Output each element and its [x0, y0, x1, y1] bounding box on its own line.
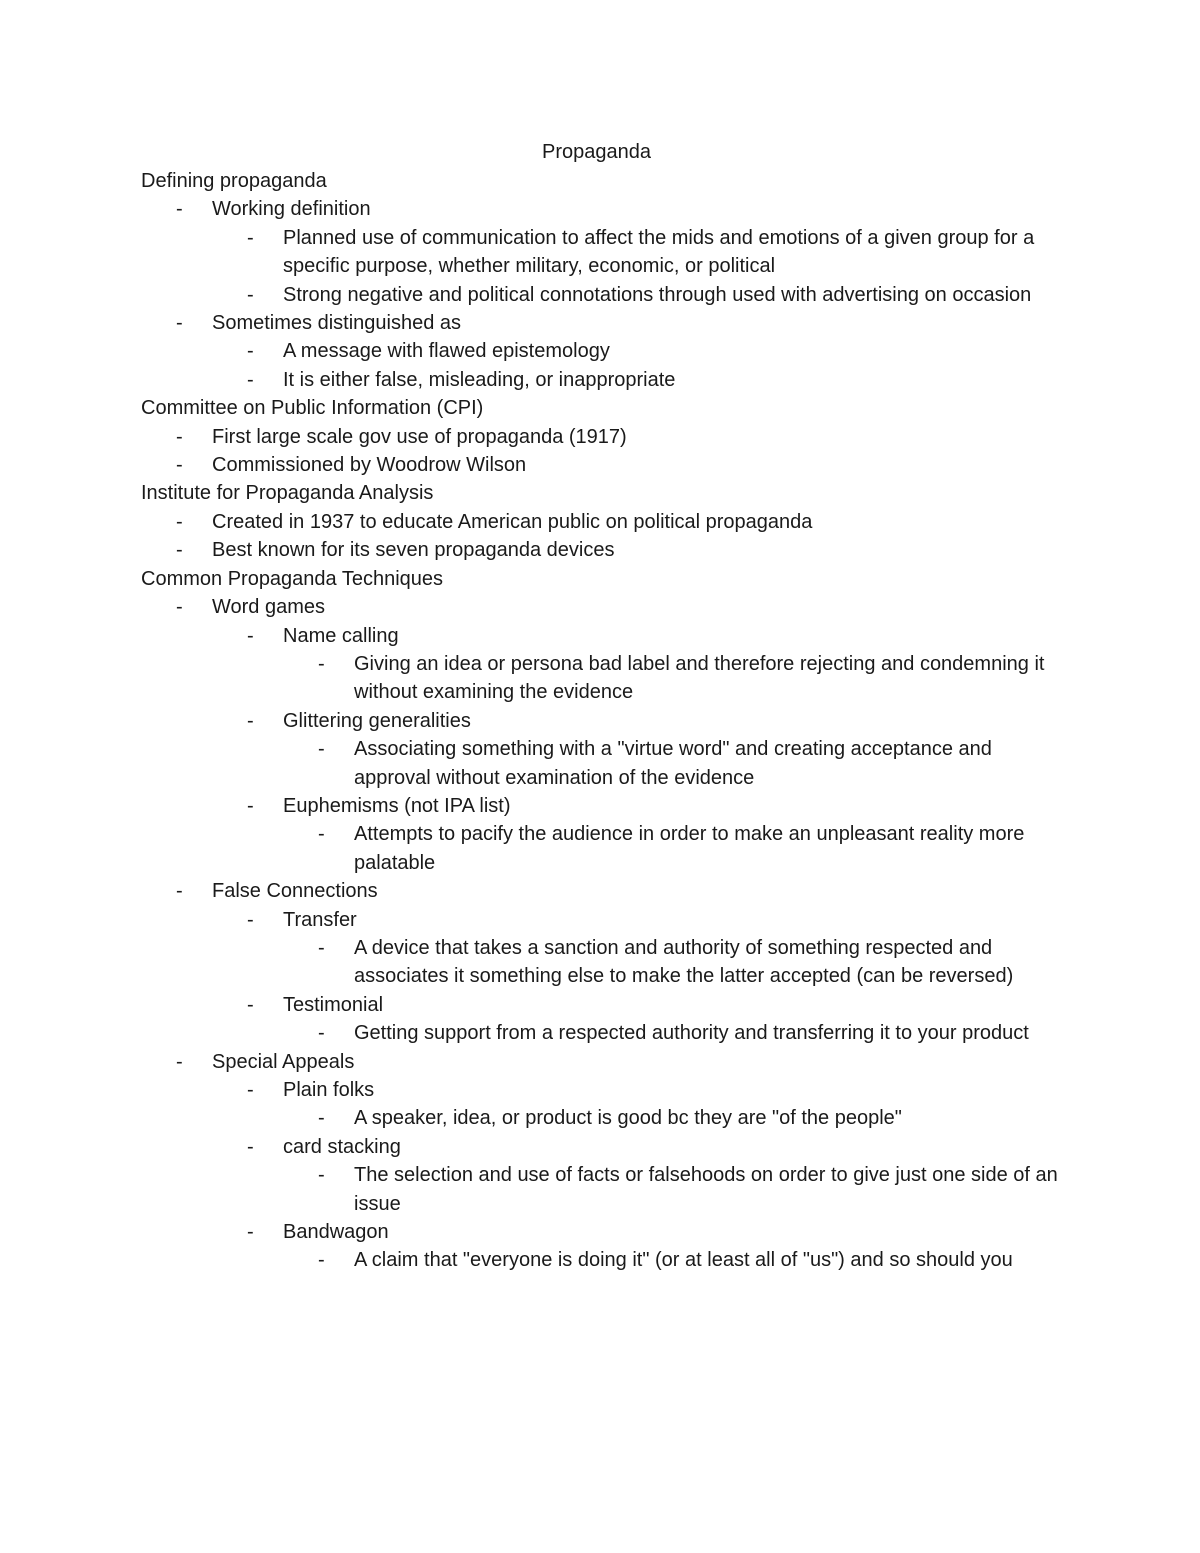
bullet-dash: -	[176, 596, 183, 619]
bullet-dash: -	[318, 1164, 325, 1187]
bullet-dash: -	[247, 794, 254, 817]
list-item: - Glittering generalities	[141, 707, 1071, 735]
list-item: - Created in 1937 to educate American public on political propaganda	[141, 508, 1071, 536]
list-item: - A device that takes a sanction and authority of something respected and associates it something else to make the latter accepted (can be reversed)	[141, 934, 1071, 991]
bullet-dash: -	[247, 908, 254, 931]
list-item: - Euphemisms (not IPA list)	[141, 792, 1071, 820]
page-title: Propaganda	[542, 141, 651, 163]
list-item: - A claim that "everyone is doing it" (or at least all of "us") and so should you	[141, 1246, 1071, 1274]
bullet-dash: -	[176, 880, 183, 903]
list-item: - Planned use of communication to affect the mids and emotions of a given group for a specific purpose, whether military, economic, or political	[141, 224, 1071, 281]
section-heading: Institute for Propaganda Analysis	[141, 482, 434, 505]
section-heading: Defining propaganda	[141, 170, 327, 192]
bullet-dash: -	[318, 1249, 325, 1272]
bullet-dash: -	[176, 425, 183, 448]
list-item: - Sometimes distinguished as	[141, 309, 1071, 337]
bullet-dash: -	[318, 936, 325, 959]
bullet-dash: -	[176, 198, 183, 221]
list-item: - Giving an idea or persona bad label and therefore rejecting and condemning it without examining the evidence	[141, 650, 1071, 707]
bullet-dash: -	[247, 340, 254, 363]
list-item: - The selection and use of facts or falsehoods on order to give just one side of an issue	[141, 1161, 1071, 1218]
bullet-dash: -	[247, 1221, 254, 1244]
bullet-dash: -	[247, 1079, 254, 1101]
bullet-dash: -	[176, 312, 183, 335]
bullet-dash: -	[176, 539, 183, 562]
outline	[141, 167, 1071, 1275]
list-item: - Best known for its seven propaganda devices	[141, 536, 1071, 564]
list-item: - Transfer	[141, 906, 1071, 934]
section-heading: Committee on Public Information (CPI)	[141, 397, 484, 420]
bullet-dash: -	[318, 652, 325, 675]
bullet-dash: -	[176, 510, 183, 533]
list-item: - Getting support from a respected authority and transferring it to your product	[141, 1019, 1071, 1047]
bullet-dash: -	[318, 738, 325, 761]
list-item: - A message with flawed epistemology	[141, 337, 1071, 365]
list-item: - Testimonial	[141, 991, 1071, 1019]
list-item: - Working definition	[141, 195, 1071, 223]
bullet-dash: -	[247, 709, 254, 732]
list-item: - False Connections	[141, 877, 1071, 905]
bullet-dash: -	[247, 1135, 254, 1158]
list-item: - A speaker, idea, or product is good bc they are "of the people"	[141, 1104, 1071, 1132]
list-item: - card stacking	[141, 1133, 1071, 1161]
bullet-dash: -	[318, 1107, 325, 1130]
list-item: - Bandwagon	[141, 1218, 1071, 1246]
bullet-dash: -	[247, 368, 254, 391]
list-item: - Attempts to pacify the audience in order to make an unpleasant reality more palatable	[141, 820, 1071, 877]
list-item: - Strong negative and political connotations through used with advertising on occasion	[141, 281, 1071, 309]
bullet-dash: -	[318, 1022, 325, 1045]
bullet-dash: -	[247, 624, 254, 647]
bullet-dash: -	[247, 283, 254, 306]
list-item: - Special Appeals	[141, 1048, 1071, 1076]
section-heading: Common Propaganda Techniques	[141, 567, 444, 590]
list-item: - Associating something with a "virtue word" and creating acceptance and approval without examination of the evidence	[141, 735, 1071, 792]
list-item: - It is either false, misleading, or inappropriate	[141, 366, 1071, 394]
bullet-dash: -	[247, 993, 254, 1016]
list-item: - Name calling	[141, 622, 1071, 650]
list-item: - Commissioned by Woodrow Wilson	[141, 451, 1071, 479]
bullet-dash: -	[318, 823, 325, 846]
list-item: - Word games	[141, 593, 1071, 621]
list-item: - First large scale gov use of propaganda (1917)	[141, 423, 1071, 451]
bullet-dash: -	[247, 226, 254, 249]
bullet-dash: -	[176, 1050, 183, 1073]
list-item: - Plain folks	[141, 1076, 1071, 1104]
bullet-dash: -	[176, 454, 183, 477]
